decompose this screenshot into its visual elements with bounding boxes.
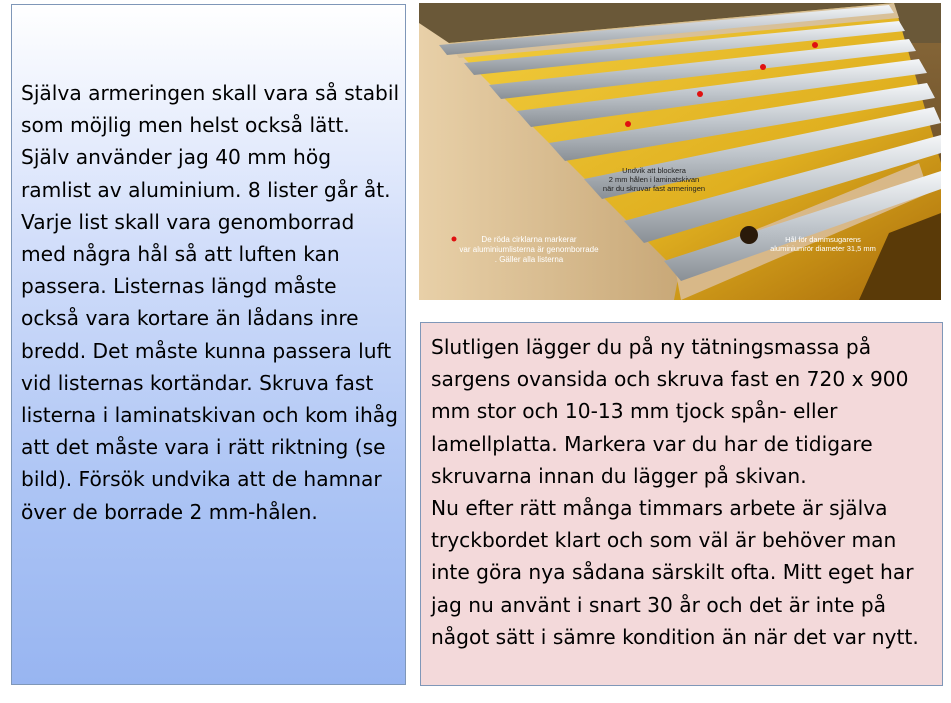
red-marker (697, 91, 703, 97)
red-marker (760, 64, 766, 70)
hole-label: Hål för dammsugarens aluminiumrör diameter 31,5 mm (770, 235, 876, 253)
red-label-marker (452, 237, 457, 242)
block-label: Undvik att blockera 2 mm hålen i laminatskivan när du skruvar fast armeringen (602, 166, 706, 193)
right-panel-paragraph-1: Slutligen lägger du på ny tätningsmassa på sargens ovansida och skruva fast en 720 x 900 mm stor och 10-13 mm tjock spån- eller lamellplatta. Markera var du har de tidigare skruvarna innan du lägger på skivan. (431, 335, 909, 488)
red-marker (625, 121, 631, 127)
right-panel-text (431, 331, 941, 653)
vacuum-hole (740, 226, 758, 244)
left-panel-text: Själva armeringen skall vara så stabil som möjlig men helst också lätt. Själv använder jag 40 mm hög ramlist av aluminium. 8 lister går åt. Varje list skall vara genomborrad med några hål så att luften kan passera. Listernas längd måste också vara kortare än lådans inre bredd. Det måste kunna passera luft vid listernas kortändar. Skruva fast listerna i laminatskivan och kom ihåg att det måste vara i rätt riktning (se bild). Försök undvika att de hamnar över de borrade 2 mm-hålen. (21, 81, 400, 524)
left-text-panel (11, 4, 406, 685)
red-marker (812, 42, 818, 48)
right-text-panel (420, 322, 943, 686)
red-circles-label: De röda cirklarna markerar var aluminiumlisterna är genomborrade . Gäller alla listerna (459, 235, 599, 264)
right-panel-paragraph-2: Nu efter rätt många timmars arbete är själva tryckbordet klart och som väl är behöver man inte göra nya sådana särskilt ofta. Mitt eget har jag nu använt i snart 30 år och det är inte på något sätt i sämre kondition än när det var nytt. (431, 496, 919, 649)
aluminium-rails-photo (419, 3, 941, 300)
